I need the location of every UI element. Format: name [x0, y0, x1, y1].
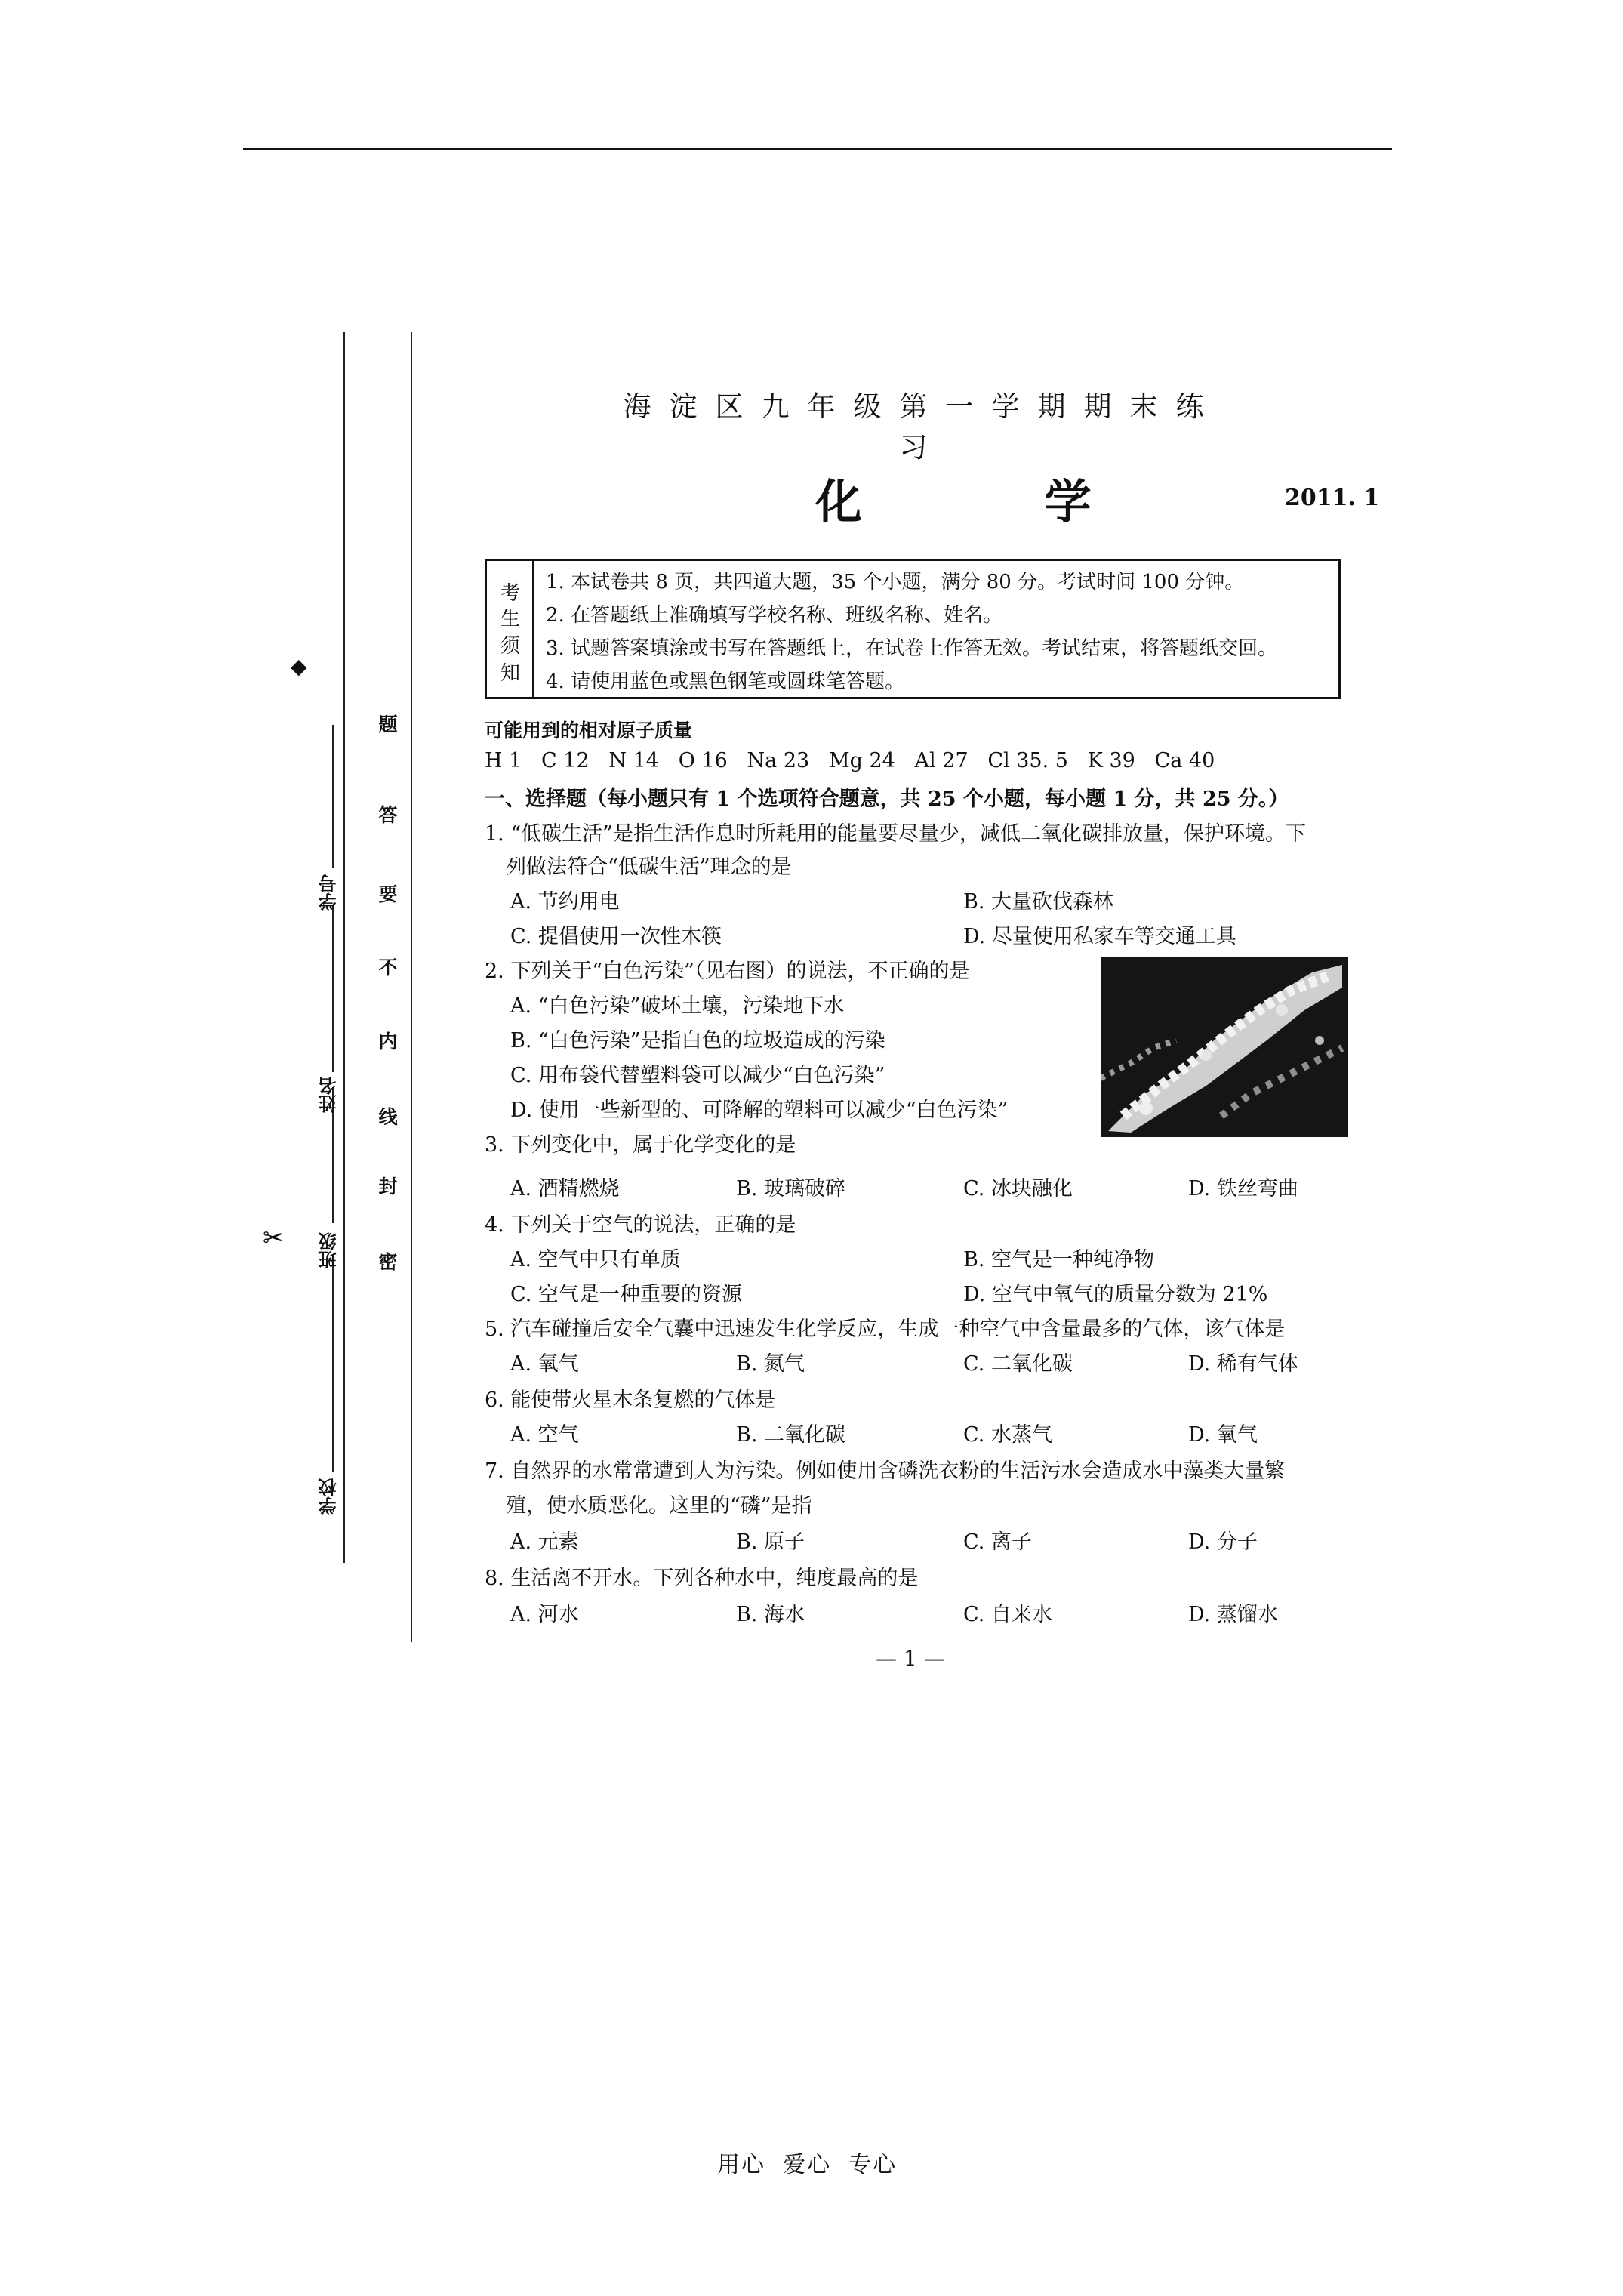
notice-items: [546, 566, 1331, 698]
name-label: 姓名: [318, 1077, 340, 1113]
question-8-stem: 8. 生活离不开水。下列各种水中，纯度最高的是: [485, 1567, 919, 1590]
q8-option-b: B. 海水: [736, 1603, 805, 1626]
page-number: — 1 —: [876, 1646, 945, 1671]
q3-option-c: C. 冰块融化: [963, 1177, 1073, 1200]
question-2-stem: 2. 下列关于“白色污染”（见右图）的说法，不正确的是: [485, 960, 970, 983]
exam-title: 海淀区九年级第一学期期末练习: [623, 390, 1222, 464]
atomic-mass-values: H 1 C 12 N 14 O 16 Na 23 Mg 24 Al 27 Cl 35. 5 K 39 Ca 40: [485, 749, 1215, 772]
q8-option-d: D. 蒸馏水: [1188, 1603, 1278, 1626]
q5-option-d: D. 稀有气体: [1188, 1352, 1298, 1376]
q4-option-d: D. 空气中氧气的质量分数为 21%: [963, 1283, 1268, 1306]
name-blank: [332, 906, 334, 1072]
top-rule: [243, 148, 1392, 150]
q1-option-a: A. 节约用电: [510, 890, 620, 914]
q7-option-c: C. 离子: [963, 1530, 1032, 1554]
q7-option-a: A. 元素: [510, 1530, 579, 1554]
question-3-stem: 3. 下列变化中，属于化学变化的是: [485, 1133, 796, 1157]
q8-option-c: C. 自来水: [963, 1603, 1052, 1626]
scissors-mark-icon: ◆: [291, 654, 307, 679]
question-1-stem-cont: 列做法符合“低碳生活”理念的是: [506, 855, 792, 879]
q2-option-b: B. “白色污染”是指白色的垃圾造成的污染: [510, 1029, 885, 1052]
school-blank: [332, 1261, 334, 1472]
notice-label-char: 知: [500, 662, 521, 685]
q6-option-b: B. 二氧化碳: [736, 1423, 846, 1447]
student-id-blank: [332, 725, 334, 868]
question-4-stem: 4. 下列关于空气的说法，正确的是: [485, 1213, 796, 1237]
seal-char: 答: [378, 804, 398, 826]
section-heading: 一、选择题（每小题只有 1 个选项符合题意，共 25 个小题，每小题 1 分，共 25 分。）: [485, 787, 1289, 811]
q3-option-d: D. 铁丝弯曲: [1188, 1177, 1298, 1200]
exam-date: 2011. 1: [1285, 485, 1380, 511]
binding-line-right: [411, 332, 412, 1642]
white-pollution-photo: [1101, 957, 1348, 1137]
white-pollution-image: [1101, 957, 1348, 1137]
scissors-icon: ✂: [263, 1223, 285, 1253]
q6-option-c: C. 水蒸气: [963, 1423, 1052, 1447]
notice-item: 4. 请使用蓝色或黑色钢笔或圆珠笔答题。: [546, 670, 905, 693]
question-5-stem: 5. 汽车碰撞后安全气囊中迅速发生化学反应，生成一种空气中含量最多的气体，该气体是: [485, 1318, 1286, 1341]
q6-option-d: D. 氧气: [1188, 1423, 1258, 1447]
notice-label: [487, 561, 534, 697]
student-id-label: 学号: [318, 874, 340, 911]
notice-item: 2. 在答题纸上准确填写学校名称、班级名称、姓名。: [546, 604, 1003, 627]
notice-label-char: 生: [500, 608, 521, 630]
q4-option-c: C. 空气是一种重要的资源: [510, 1283, 742, 1306]
q1-option-d: D. 尽量使用私家车等交通工具: [963, 925, 1236, 948]
seal-char: 要: [378, 883, 398, 905]
seal-char: 封: [378, 1176, 398, 1197]
notice-label-char: 考: [500, 582, 521, 605]
notice-item: 3. 试题答案填涂或书写在答题纸上，在试卷上作答无效。考试结束，将答题纸交回。: [546, 637, 1278, 660]
notice-item: 1. 本试卷共 8 页，共四道大题，35 个小题，满分 80 分。考试时间 100 分钟。: [546, 571, 1245, 593]
q4-option-b: B. 空气是一种纯净物: [963, 1248, 1155, 1271]
seal-char: 密: [378, 1251, 398, 1273]
question-1-stem: 1. “低碳生活”是指生活作息时所耗用的能量要尽量少，减低二氧化碳排放量，保护环境。下: [485, 822, 1306, 846]
q7-option-d: D. 分子: [1188, 1530, 1258, 1554]
page-footer: 用心 爱心 专心: [717, 2152, 898, 2178]
notice-label-char: 须: [500, 635, 521, 658]
q3-option-a: A. 酒精燃烧: [510, 1177, 620, 1200]
seal-line-text: [375, 710, 401, 1284]
binding-line-left: [343, 332, 345, 1563]
atomic-mass-heading: 可能用到的相对原子质量: [485, 720, 693, 741]
question-7-stem: 7. 自然界的水常常遭到人为污染。例如使用含磷洗衣粉的生活污水会造成水中藻类大量繁: [485, 1459, 1286, 1483]
q6-option-a: A. 空气: [510, 1423, 579, 1447]
q2-option-a: A. “白色污染”破坏土壤，污染地下水: [510, 994, 845, 1018]
school-label: 学校: [318, 1478, 340, 1515]
q5-option-a: A. 氧气: [510, 1352, 579, 1376]
question-6-stem: 6. 能使带火星木条复燃的气体是: [485, 1388, 776, 1412]
q1-option-c: C. 提倡使用一次性木筷: [510, 925, 722, 948]
seal-char: 内: [378, 1031, 398, 1052]
seal-char: 不: [378, 957, 398, 978]
q5-option-c: C. 二氧化碳: [963, 1352, 1073, 1376]
q4-option-a: A. 空气中只有单质: [510, 1248, 681, 1271]
q2-option-d: D. 使用一些新型的、可降解的塑料可以减少“白色污染”: [510, 1099, 1009, 1122]
q7-option-b: B. 原子: [736, 1530, 805, 1554]
subject-title: 化 学: [815, 474, 1175, 529]
question-7-stem-cont: 殖，使水质恶化。这里的“磷”是指: [506, 1494, 812, 1518]
q1-option-b: B. 大量砍伐森林: [963, 890, 1114, 914]
exam-notice-box: [485, 559, 1341, 699]
seal-char: 线: [378, 1106, 398, 1128]
seal-char: 题: [378, 713, 398, 735]
q2-option-c: C. 用布袋代替塑料袋可以减少“白色污染”: [510, 1064, 885, 1087]
q5-option-b: B. 氮气: [736, 1352, 805, 1376]
q3-option-b: B. 玻璃破碎: [736, 1177, 846, 1200]
q8-option-a: A. 河水: [510, 1603, 579, 1626]
class-label: 班级: [318, 1232, 340, 1268]
